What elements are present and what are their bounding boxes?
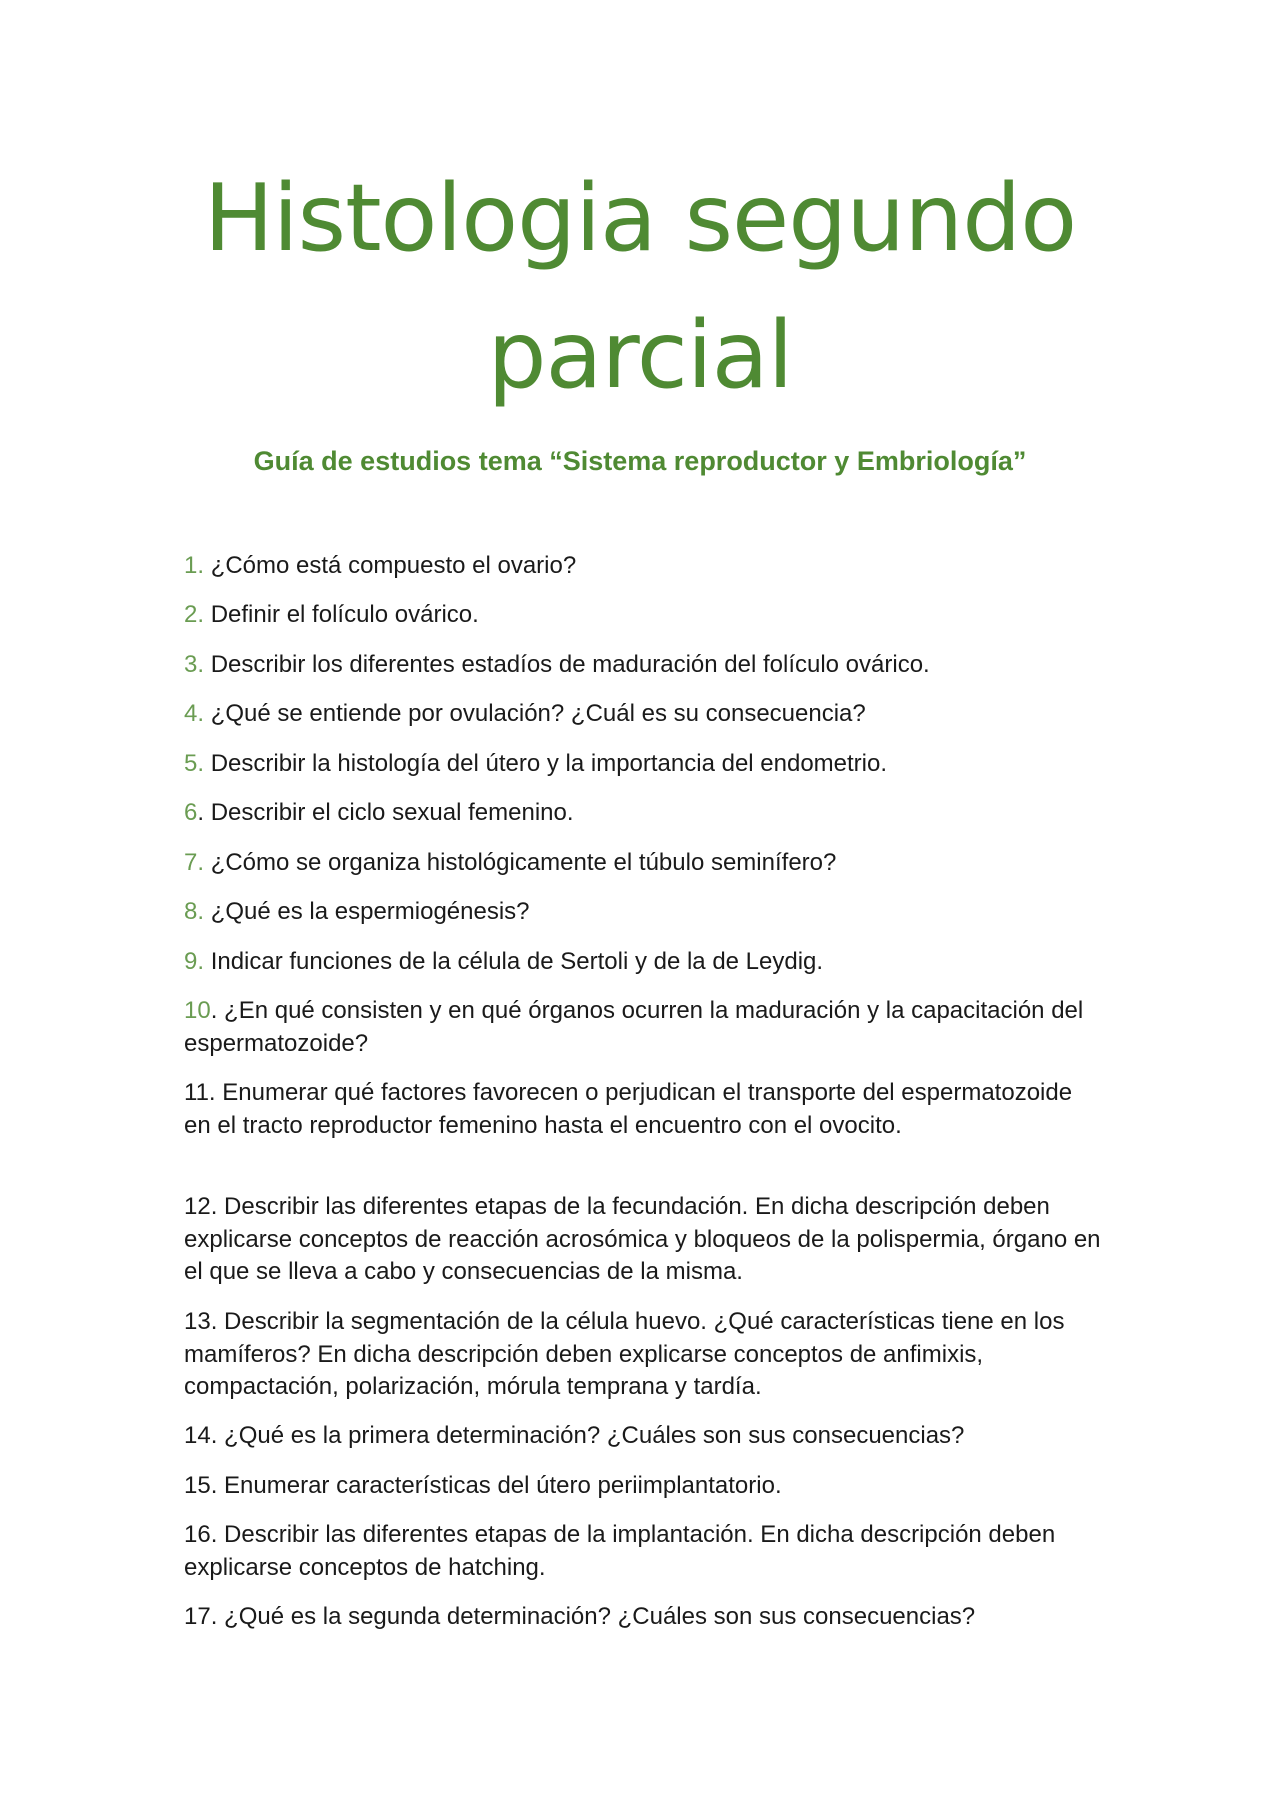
question-number: 12.	[184, 1193, 225, 1220]
question-item-5	[184, 748, 1104, 781]
question-number: 8.	[184, 898, 211, 925]
question-number: 16.	[184, 1521, 225, 1548]
question-item-8	[184, 896, 1104, 929]
question-item-13	[184, 1306, 1104, 1404]
question-item-16	[184, 1519, 1104, 1584]
question-item-14	[184, 1420, 1104, 1453]
page-title-line-1: Histologia segundo	[203, 164, 1077, 272]
question-text: Describir la histología del útero y la importancia del endometrio.	[210, 750, 888, 777]
question-text: . ¿En qué consisten y en qué órganos ocurren la maduración y la capacitación del espermatozoide?	[184, 997, 1084, 1057]
question-number: 7.	[184, 849, 211, 876]
question-text: ¿Qué es la primera determinación? ¿Cuáles son sus consecuencias?	[224, 1422, 965, 1449]
question-text: Describir las diferentes etapas de la fecundación. En dicha descripción deben explicarse conceptos de reacción acrosómica y bloqueos de la polispermia, órgano en el que se lleva a cabo y consecuencias de la misma.	[184, 1193, 1101, 1285]
question-number: 13.	[184, 1308, 225, 1335]
question-number: 10	[184, 997, 211, 1024]
question-text: Describir los diferentes estadíos de maduración del folículo ovárico.	[210, 651, 930, 678]
question-number: 5.	[184, 750, 211, 777]
question-number: 15.	[184, 1472, 225, 1499]
question-text: ¿Cómo está compuesto el ovario?	[210, 552, 577, 579]
question-item-11	[184, 1077, 1104, 1142]
question-number: 1.	[184, 552, 211, 579]
question-item-6	[184, 797, 1104, 830]
question-text: Describir la segmentación de la célula huevo. ¿Qué características tiene en los mamíferos? En dicha descripción deben explicarse conceptos de anfimixis, compactación, polarización, mórula temprana y tardía.	[184, 1308, 1065, 1400]
question-number: 4.	[184, 700, 211, 727]
question-item-4	[184, 698, 1104, 731]
question-text: Describir las diferentes etapas de la implantación. En dicha descripción deben explicarse conceptos de hatching.	[184, 1521, 1056, 1581]
page-title-line-2: parcial	[487, 301, 793, 409]
question-text: Definir el folículo ovárico.	[210, 601, 479, 628]
question-item-10	[184, 995, 1104, 1060]
question-number: 6	[184, 799, 198, 826]
question-text: ¿Cómo se organiza histológicamente el túbulo seminífero?	[210, 849, 837, 876]
question-number: 17.	[184, 1603, 225, 1630]
question-item-2	[184, 599, 1104, 632]
question-text: Enumerar características del útero periimplantatorio.	[224, 1472, 782, 1499]
question-text: Indicar funciones de la célula de Sertoli y de la de Leydig.	[210, 948, 824, 975]
question-item-1	[184, 550, 1104, 583]
question-text: Enumerar qué factores favorecen o perjudican el transporte del espermatozoide en el tracto reproductor femenino hasta el encuentro con el ovocito.	[184, 1079, 1073, 1139]
question-number: 11.	[184, 1079, 223, 1106]
question-number: 14.	[184, 1422, 225, 1449]
page-subtitle: Guía de estudios tema “Sistema reproductor y Embriología”	[253, 446, 1027, 476]
question-item-12	[184, 1191, 1104, 1289]
question-item-3	[184, 649, 1104, 682]
question-item-7	[184, 847, 1104, 880]
question-number: 9.	[184, 948, 211, 975]
question-item-17	[184, 1601, 1104, 1634]
question-text: ¿Qué es la segunda determinación? ¿Cuáles son sus consecuencias?	[224, 1603, 976, 1630]
question-text: . Describir el ciclo sexual femenino.	[197, 799, 574, 826]
question-text: ¿Qué es la espermiogénesis?	[210, 898, 530, 925]
question-number: 2.	[184, 601, 211, 628]
question-item-9	[184, 946, 1104, 979]
question-item-15	[184, 1470, 1104, 1503]
question-number: 3.	[184, 651, 211, 678]
question-text: ¿Qué se entiende por ovulación? ¿Cuál es su consecuencia?	[210, 700, 866, 727]
